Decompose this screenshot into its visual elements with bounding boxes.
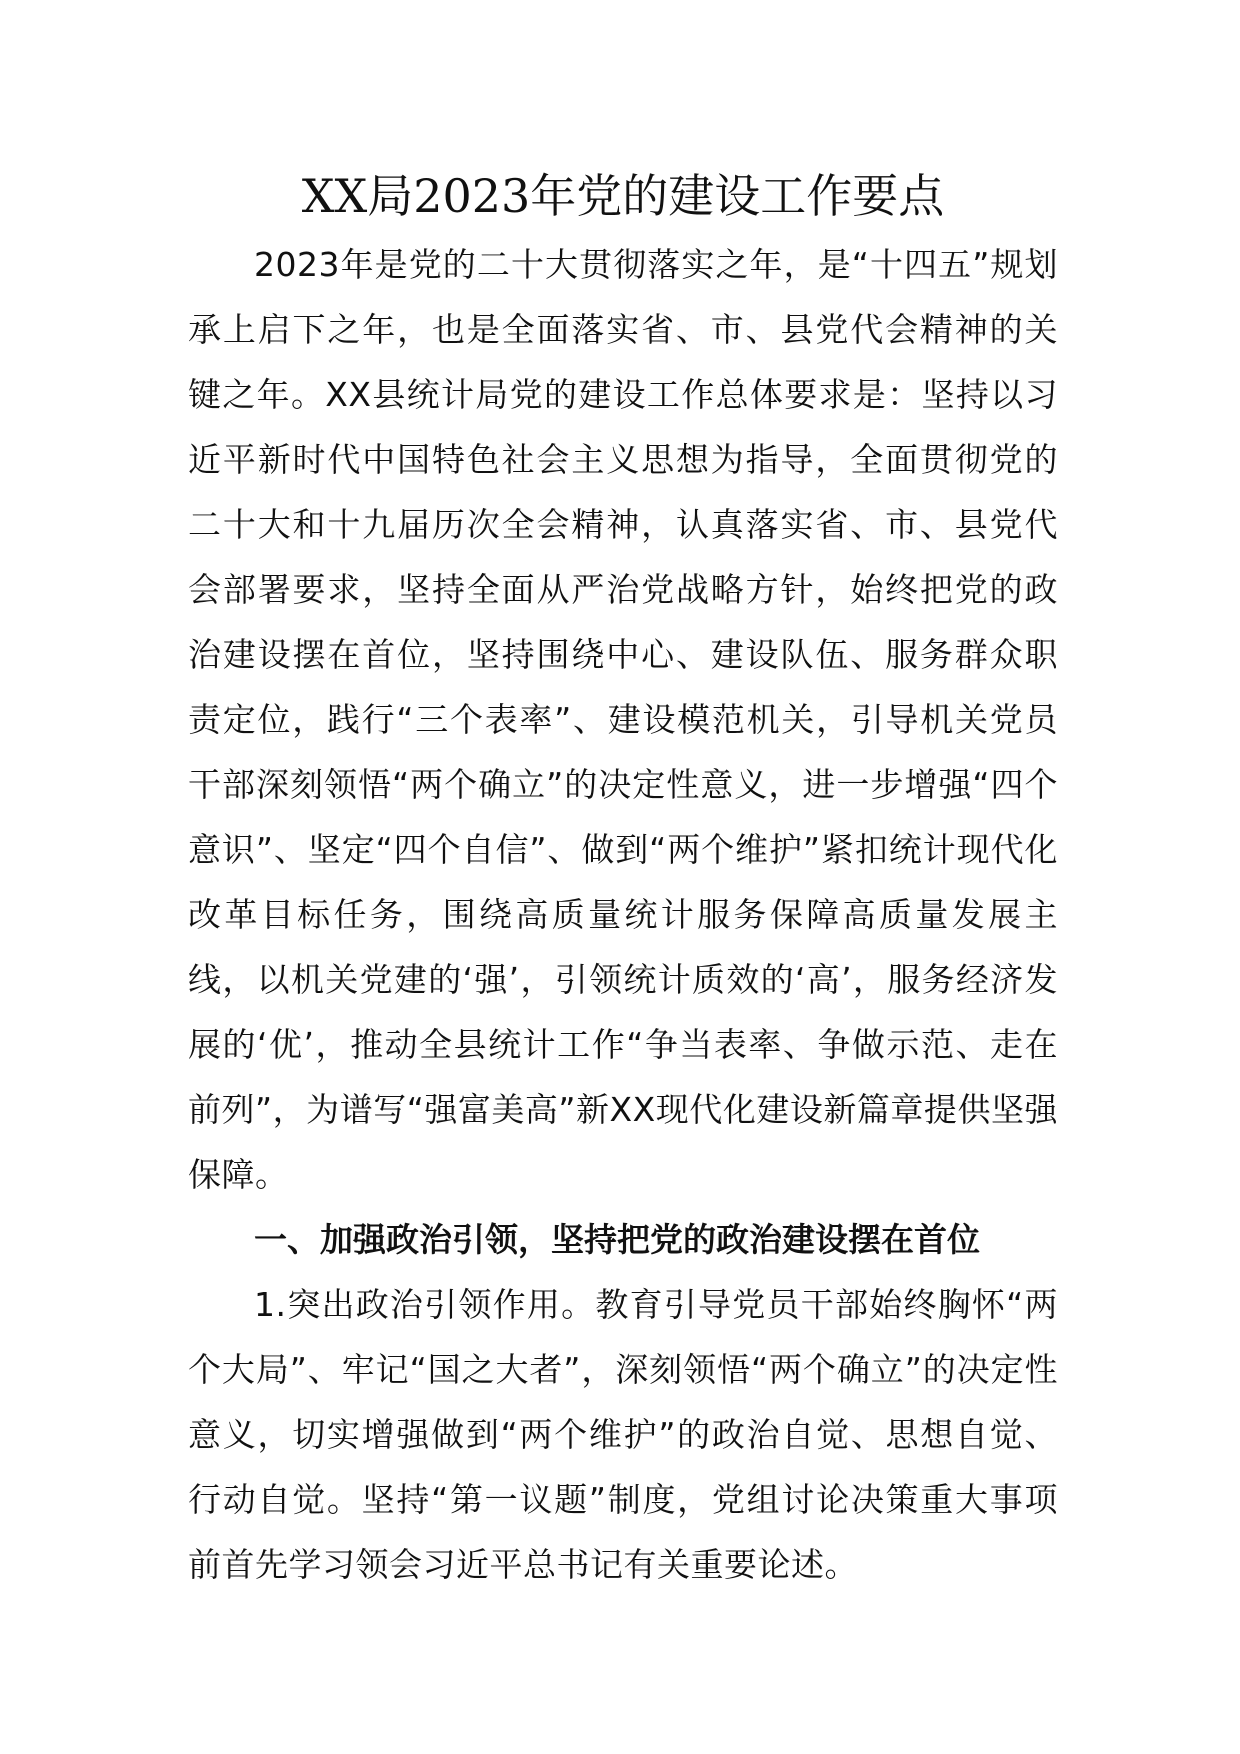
item-paragraph: 1.突出政治引领作用。教育引导党员干部始终胸怀“两个大局”、牢记“国之大者”，深刻领悟“两个确立”的决定性意义，切实增强做到“两个维护”的政治自觉、思想自觉、行动自觉。坚持“第一议题”制度，党组讨论决策重大事项前首先学习领会习近平总书记有关重要论述。 bbox=[188, 1285, 1058, 1584]
document-page bbox=[188, 160, 1058, 1597]
intro-paragraph: 2023年是党的二十大贯彻落实之年，是“十四五”规划承上启下之年，也是全面落实省、市、县党代会精神的关键之年。XX县统计局党的建设工作总体要求是：坚持以习近平新时代中国特色社会主义思想为指导，全面贯彻党的二十大和十九届历次全会精神，认真落实省、市、县党代会部署要求，坚持全面从严治党战略方针，始终把党的政治建设摆在首位，坚持围绕中心、建设队伍、服务群众职责定位，践行“三个表率”、建设模范机关，引导机关党员干部深刻领悟“两个确立”的决定性意义，进一步增强“四个意识”、坚定“四个自信”、做到“两个维护”紧扣统计现代化改革目标任务，围绕高质量统计服务保障高质量发展主线，以机关党建的‘强’，引领统计质效的‘高’，服务经济发展的‘优’，推动全县统计工作“争当表率、争做示范、走在前列”，为谱写“强富美高”新XX现代化建设新篇章提供坚强保障。 bbox=[188, 245, 1058, 1194]
section-heading: 一、加强政治引领，坚持把党的政治建设摆在首位 bbox=[254, 1220, 980, 1259]
document-title: XX局2023年党的建设工作要点 bbox=[301, 169, 945, 223]
